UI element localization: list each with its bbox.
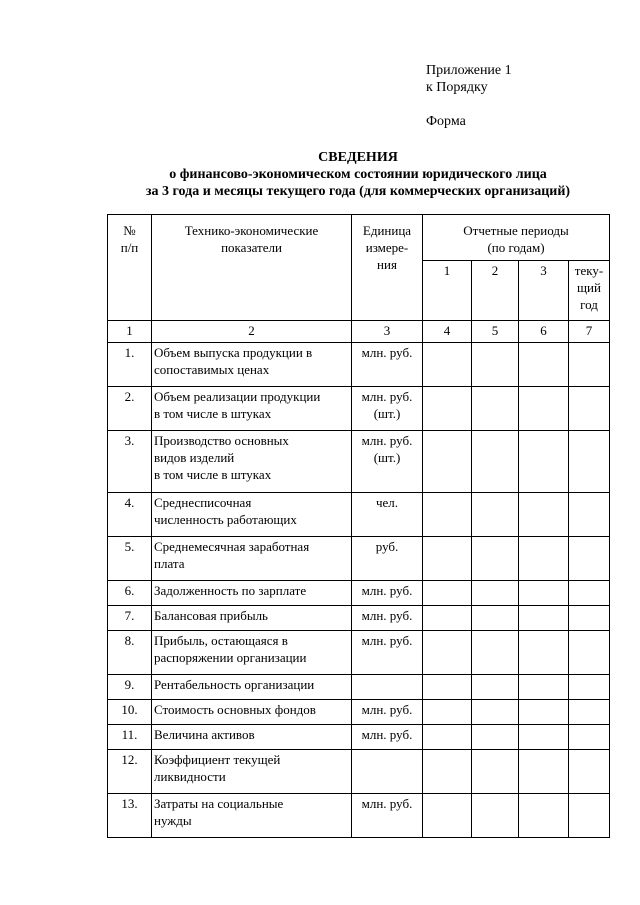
table-row: [108, 750, 610, 794]
appendix-note: [426, 62, 512, 130]
unit-cell: [352, 794, 423, 838]
header-periods-cell: [423, 215, 610, 261]
period-value-cell[interactable]: [423, 725, 472, 750]
indicator-name: [152, 431, 352, 493]
column-number: 4: [423, 321, 472, 343]
period-value-cell[interactable]: [472, 675, 519, 700]
period-value-cell[interactable]: [569, 750, 610, 794]
period-value-cell[interactable]: [519, 750, 569, 794]
row-number: 12.: [108, 750, 152, 794]
indicator-name: [152, 387, 352, 431]
period-value-cell[interactable]: [519, 537, 569, 581]
table-row: [108, 725, 610, 750]
indicator-name-line: Стоимость основных фондов: [154, 702, 316, 717]
period-value-cell[interactable]: [423, 675, 472, 700]
data-rows: [108, 343, 610, 838]
period-value-cell[interactable]: [569, 581, 610, 606]
appendix-line-1: Приложение 1: [426, 63, 512, 78]
period-value-cell[interactable]: [519, 493, 569, 537]
header-periods-line-2: (по годам): [487, 240, 545, 255]
unit-line: млн. руб.: [361, 727, 413, 742]
indicator-name-line: сопоставимых ценах: [154, 362, 270, 377]
row-number: 11.: [108, 725, 152, 750]
column-number: 5: [472, 321, 519, 343]
indicator-name-line: Задолженность по зарплате: [154, 583, 307, 598]
unit-cell: [352, 343, 423, 387]
indicator-name-line: Производство основных: [154, 433, 289, 448]
period-value-cell[interactable]: [519, 725, 569, 750]
period-value-cell[interactable]: [423, 493, 472, 537]
period-value-cell[interactable]: [423, 387, 472, 431]
table-row: [108, 431, 610, 493]
indicator-name-line: распоряжении организации: [154, 650, 307, 665]
row-number: 4.: [108, 493, 152, 537]
header-indicators-line-1: Технико-экономические: [184, 223, 319, 238]
header-number-line-1: №: [123, 223, 136, 238]
indicator-name: [152, 794, 352, 838]
period-value-cell[interactable]: [423, 750, 472, 794]
header-unit-line-3: ния: [377, 257, 397, 272]
column-numbers-row: [108, 321, 610, 343]
document-title: СВЕДЕНИЯ: [318, 150, 398, 165]
document-subtitle-2: за 3 года и месяцы текущего года (для коммерческих организаций): [145, 184, 571, 199]
unit-line: млн. руб.: [361, 608, 413, 623]
header-periods-line-1: Отчетные периоды: [463, 223, 569, 238]
period-value-cell[interactable]: [472, 725, 519, 750]
period-value-cell[interactable]: [472, 631, 519, 675]
unit-line: млн. руб.: [361, 583, 413, 598]
unit-line: чел.: [375, 495, 399, 510]
header-unit-line-1: Единица: [362, 223, 412, 238]
indicator-name: [152, 343, 352, 387]
header-year-3: 3: [519, 261, 569, 321]
row-number: 2.: [108, 387, 152, 431]
document-subtitle-1: о финансово-экономическом состоянии юридического лица: [169, 167, 547, 182]
row-number: 10.: [108, 700, 152, 725]
table-row: [108, 581, 610, 606]
column-number: 2: [152, 321, 352, 343]
row-number: 8.: [108, 631, 152, 675]
indicator-name-line: ликвидности: [154, 769, 226, 784]
unit-line: млн. руб.: [361, 796, 413, 811]
document-heading: [0, 149, 640, 200]
indicator-name-line: в том числе в штуках: [154, 467, 272, 482]
table-row: [108, 343, 610, 387]
unit-cell: [352, 431, 423, 493]
row-number: 7.: [108, 606, 152, 631]
header-indicators-line-2: показатели: [221, 240, 282, 255]
period-value-cell[interactable]: [569, 387, 610, 431]
header-number-cell: [108, 215, 152, 321]
header-row-top: [108, 215, 610, 261]
period-value-cell[interactable]: [472, 493, 519, 537]
indicator-name-line: нужды: [154, 813, 192, 828]
unit-line: (шт.): [373, 450, 401, 465]
period-value-cell[interactable]: [569, 700, 610, 725]
period-value-cell[interactable]: [569, 431, 610, 493]
row-number: 3.: [108, 431, 152, 493]
period-value-cell[interactable]: [519, 431, 569, 493]
form-label: Форма: [426, 114, 466, 129]
unit-line: (шт.): [373, 406, 401, 421]
row-number: 13.: [108, 794, 152, 838]
row-number: 5.: [108, 537, 152, 581]
indicators-table: [107, 214, 610, 838]
period-value-cell[interactable]: [569, 631, 610, 675]
period-value-cell[interactable]: [569, 794, 610, 838]
indicator-name-line: Рентабельность организации: [154, 677, 315, 692]
period-value-cell[interactable]: [569, 537, 610, 581]
indicator-name: [152, 750, 352, 794]
table-row: [108, 537, 610, 581]
unit-cell: [352, 631, 423, 675]
unit-cell: [352, 700, 423, 725]
indicator-name-line: Коэффициент текущей: [154, 752, 281, 767]
row-number: 6.: [108, 581, 152, 606]
indicator-name: [152, 700, 352, 725]
period-value-cell[interactable]: [423, 700, 472, 725]
unit-cell: [352, 387, 423, 431]
indicator-name-line: Балансовая прибыль: [154, 608, 268, 623]
column-number: 3: [352, 321, 423, 343]
row-number: 1.: [108, 343, 152, 387]
period-value-cell[interactable]: [472, 794, 519, 838]
unit-line: млн. руб.: [361, 702, 413, 717]
header-current-year: [569, 261, 610, 321]
unit-line: млн. руб.: [361, 389, 413, 404]
period-value-cell[interactable]: [472, 343, 519, 387]
table-row: [108, 794, 610, 838]
header-current-line-3: год: [580, 297, 598, 312]
indicator-name-line: плата: [154, 556, 185, 571]
period-value-cell[interactable]: [519, 631, 569, 675]
period-value-cell[interactable]: [569, 606, 610, 631]
row-number: 9.: [108, 675, 152, 700]
header-current-line-2: щий: [577, 280, 601, 295]
period-value-cell[interactable]: [472, 750, 519, 794]
period-value-cell[interactable]: [423, 606, 472, 631]
indicator-name-line: Прибыль, остающаяся в: [154, 633, 288, 648]
indicator-name-line: видов изделий: [154, 450, 235, 465]
period-value-cell[interactable]: [423, 537, 472, 581]
header-number-line-2: п/п: [120, 240, 139, 255]
period-value-cell[interactable]: [423, 431, 472, 493]
header-year-1: 1: [423, 261, 472, 321]
period-value-cell[interactable]: [569, 675, 610, 700]
table-row: [108, 700, 610, 725]
column-number: 7: [569, 321, 610, 343]
unit-cell: [352, 493, 423, 537]
indicator-name: [152, 581, 352, 606]
period-value-cell[interactable]: [569, 725, 610, 750]
period-value-cell[interactable]: [472, 387, 519, 431]
indicator-name: [152, 606, 352, 631]
indicator-name: [152, 675, 352, 700]
header-current-line-1: теку-: [574, 263, 604, 278]
period-value-cell[interactable]: [519, 606, 569, 631]
indicator-name: [152, 725, 352, 750]
unit-cell: [352, 675, 423, 700]
period-value-cell[interactable]: [423, 581, 472, 606]
unit-cell: [352, 537, 423, 581]
period-value-cell[interactable]: [519, 675, 569, 700]
unit-line: млн. руб.: [361, 433, 413, 448]
period-value-cell[interactable]: [519, 794, 569, 838]
indicator-name-line: Затраты на социальные: [154, 796, 284, 811]
indicator-name-line: численность работающих: [154, 512, 297, 527]
indicator-name-line: Среднесписочная: [154, 495, 252, 510]
unit-line: млн. руб.: [361, 345, 413, 360]
period-value-cell[interactable]: [472, 606, 519, 631]
period-value-cell[interactable]: [423, 343, 472, 387]
indicator-name-line: в том числе в штуках: [154, 406, 272, 421]
unit-line: руб.: [375, 539, 399, 554]
indicator-name-line: Величина активов: [154, 727, 255, 742]
period-value-cell[interactable]: [519, 387, 569, 431]
header-indicators-cell: [152, 215, 352, 321]
indicator-name: [152, 631, 352, 675]
period-value-cell[interactable]: [472, 431, 519, 493]
period-value-cell[interactable]: [472, 700, 519, 725]
period-value-cell[interactable]: [423, 631, 472, 675]
unit-cell: [352, 581, 423, 606]
header-unit-line-2: измере-: [365, 240, 409, 255]
unit-line: млн. руб.: [361, 633, 413, 648]
period-value-cell[interactable]: [472, 537, 519, 581]
unit-cell: [352, 725, 423, 750]
indicator-name: [152, 537, 352, 581]
table-row: [108, 387, 610, 431]
period-value-cell[interactable]: [569, 493, 610, 537]
header-year-2: 2: [472, 261, 519, 321]
table-row: [108, 493, 610, 537]
indicator-name-line: Среднемесячная заработная: [154, 539, 310, 554]
period-value-cell[interactable]: [472, 581, 519, 606]
column-number: 1: [108, 321, 152, 343]
table-row: [108, 675, 610, 700]
period-value-cell[interactable]: [519, 581, 569, 606]
indicator-name: [152, 493, 352, 537]
unit-cell: [352, 750, 423, 794]
column-number: 6: [519, 321, 569, 343]
indicator-name-line: Объем выпуска продукции в: [154, 345, 313, 360]
period-value-cell[interactable]: [519, 700, 569, 725]
period-value-cell[interactable]: [569, 343, 610, 387]
table-row: [108, 631, 610, 675]
appendix-line-2: к Порядку: [426, 80, 488, 95]
indicator-name-line: Объем реализации продукции: [154, 389, 321, 404]
period-value-cell[interactable]: [423, 794, 472, 838]
table-row: [108, 606, 610, 631]
unit-cell: [352, 606, 423, 631]
header-unit-cell: [352, 215, 423, 321]
period-value-cell[interactable]: [519, 343, 569, 387]
